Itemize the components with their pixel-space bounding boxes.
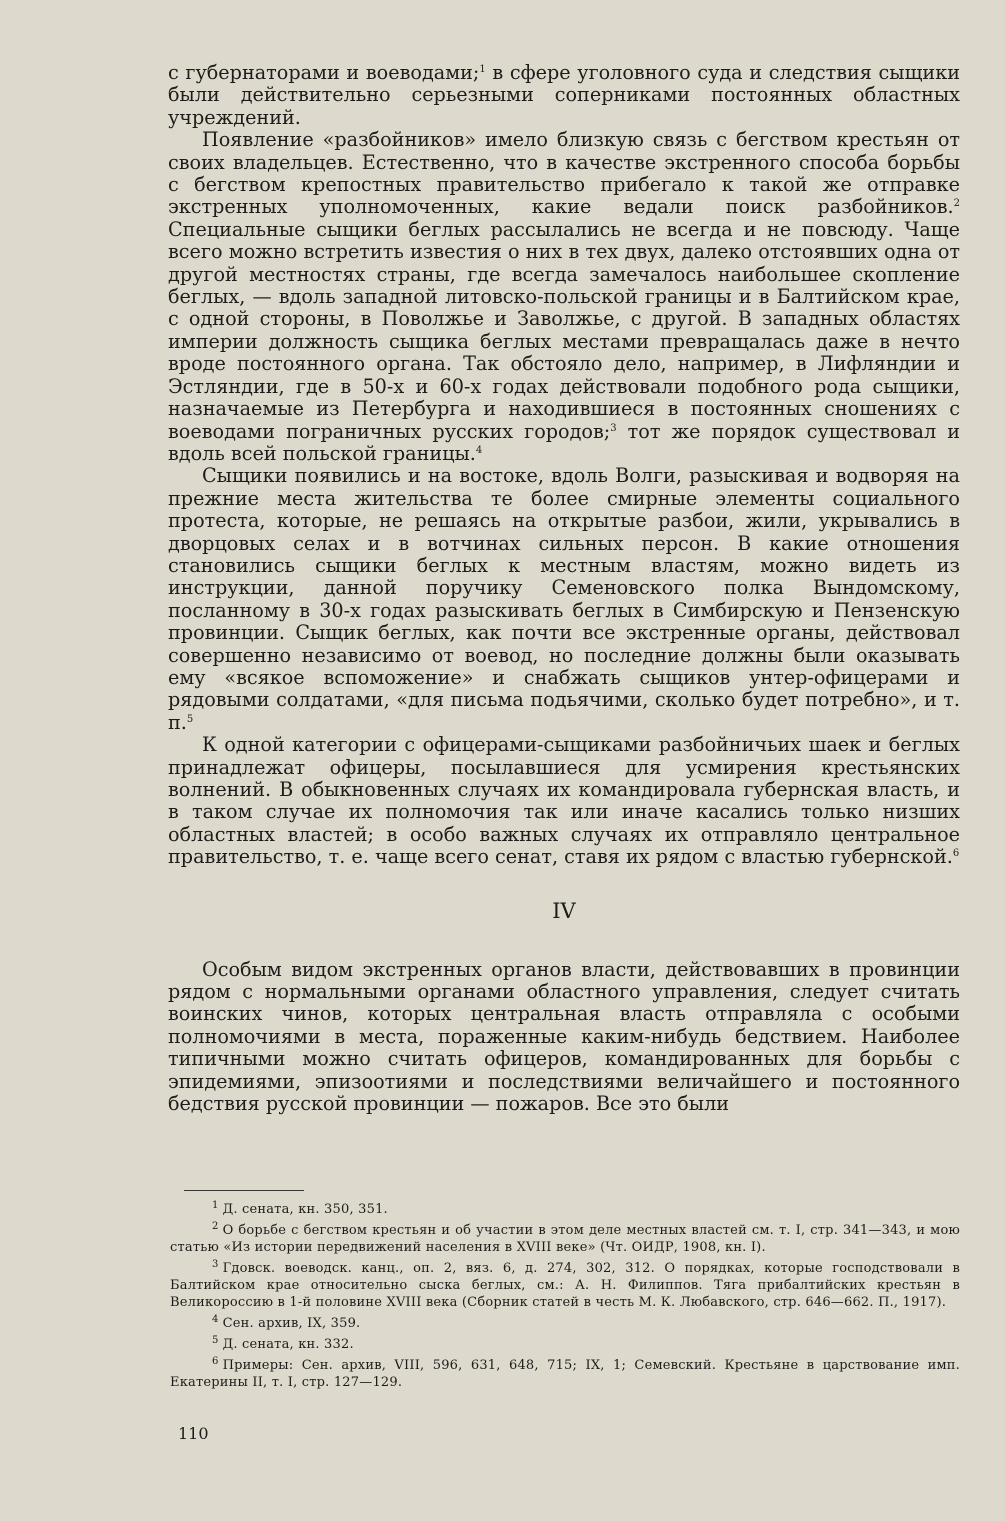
footnote: $^5$ Д. сената, кн. 332.	[212, 1335, 354, 1352]
footnote: $^6$ Примеры: Сен. архив, VIII, 596, 631, 648, 715; IX, 1; Семевский. Крестьяне в царствование имп. Екатерины II, т. I, стр. 127—129.	[170, 1356, 960, 1390]
paragraph-3: Сыщики появились и на востоке, вдоль Волги, разыскивая и водворяя на прежние места жительства те более смирные элементы социального протеста, которые, не решаясь на открытые разбои, жили, укрывались в дворцовых селах и в вотчинах сильных персон. В какие отношения становились сыщики беглых к местным властям, можно видеть из инструкции, данной поручику Семеновского полка Вындомскому, посланному в 30-х годах разыскивать беглых в Симбирскую и Пензенскую провинции. Сыщик беглых, как почти все экстренные органы, действовал совершенно независимо от воевод, но последние должны были оказывать ему «всякое вспоможение» и снабжать сыщиков унтер-офицерами и рядовыми солдатами, «для письма подьячими, сколько будет потребно», и т. п.$^5$	[168, 464, 960, 734]
footnote-rule	[184, 1190, 304, 1191]
section-heading: IV	[552, 898, 576, 923]
paragraph-5: Особым видом экстренных органов власти, действовавших в провинции рядом с нормальными органами областного управления, следует считать воинских чинов, которых центральная власть отправляла с особыми полномочиями в места, пораженные каким-нибудь бедствием. Наиболее типичными можно считать офицеров, командированных для борьбы с эпидемиями, эпизоотиями и последствиями величайшего и постоянного бедствия русской провинции — пожаров. Все это были	[168, 957, 960, 1116]
footnote: $^3$ Гдовск. воеводск. канц., оп. 2, вяз. 6, д. 274, 302, 312. О порядках, которые господствовали в Балтийском крае относительно сыска беглых, см.: А. Н. Филиппов. Тяга прибалтийских крестьян в Великороссию в 1-й половине XVIII века (Сборник статей в честь М. К. Любавского, стр. 646—662. П., 1917).	[170, 1259, 960, 1310]
paragraph-2: Появление «разбойников» имело близкую связь с бегством крестьян от своих владельцев. Естественно, что в качестве экстренного способа борьбы с бегством крепостных правительство прибегало к такой же отправке экстренных уполномоченных, какие ведали поиск разбойников.$^2$ Специальные сыщики беглых рассылались не всегда и не повсюду. Чаще всего можно встретить известия о них в тех двух, далеко отстоявших одна от другой местностях страны, где всегда замечалось наибольшее скопление беглых, — вдоль западной литовско-польской границы и в Балтийском крае, с одной стороны, в Поволжье и Заволжье, с другой. В западных областях империи должность сыщика беглых местами превращалась даже в нечто вроде постоянного органа. Так обстояло дело, например, в Лифляндии и Эстляндии, где в 50-х и 60-х годах действовали подобного рода сыщики, назначаемые из Петербурга и находившиеся в постоянных сношениях с воеводами пограничных русских городов;$^3$ тот же порядок существовал и вдоль всей польской границы.$^4$	[168, 128, 960, 465]
footnote: $^4$ Сен. архив, IX, 359.	[212, 1314, 361, 1331]
paragraph-4: К одной категории с офицерами-сыщиками разбойничьих шаек и беглых принадлежат офицеры, посылавшиеся для усмирения крестьянских волнений. В обыкновенных случаях их командировала губернская власть, и в таком случае их полномочия так или иначе касались только низших областных властей; в особо важных случаях их отправляло центральное правительство, т. е. чаще всего сенат, ставя их рядом с властью губернской.$^6$	[168, 733, 960, 869]
paragraph-1: с губернаторами и воеводами;$^1$ в сфере уголовного суда и следствия сыщики были действительно серьезными соперниками постоянных областных учреждений.	[168, 61, 960, 129]
main-text	[168, 62, 960, 1115]
footnote: $^2$ О борьбе с бегством крестьян и об участии в этом деле местных властей см. т. I, стр. 341—343, и мою статью «Из истории передвижений населения в XVIII веке» (Чт. ОИДР, 1908, кн. I).	[170, 1221, 960, 1255]
page-number: 110	[178, 1424, 209, 1443]
footnotes	[170, 1190, 960, 1391]
footnote: $^1$ Д. сената, кн. 350, 351.	[212, 1200, 388, 1217]
